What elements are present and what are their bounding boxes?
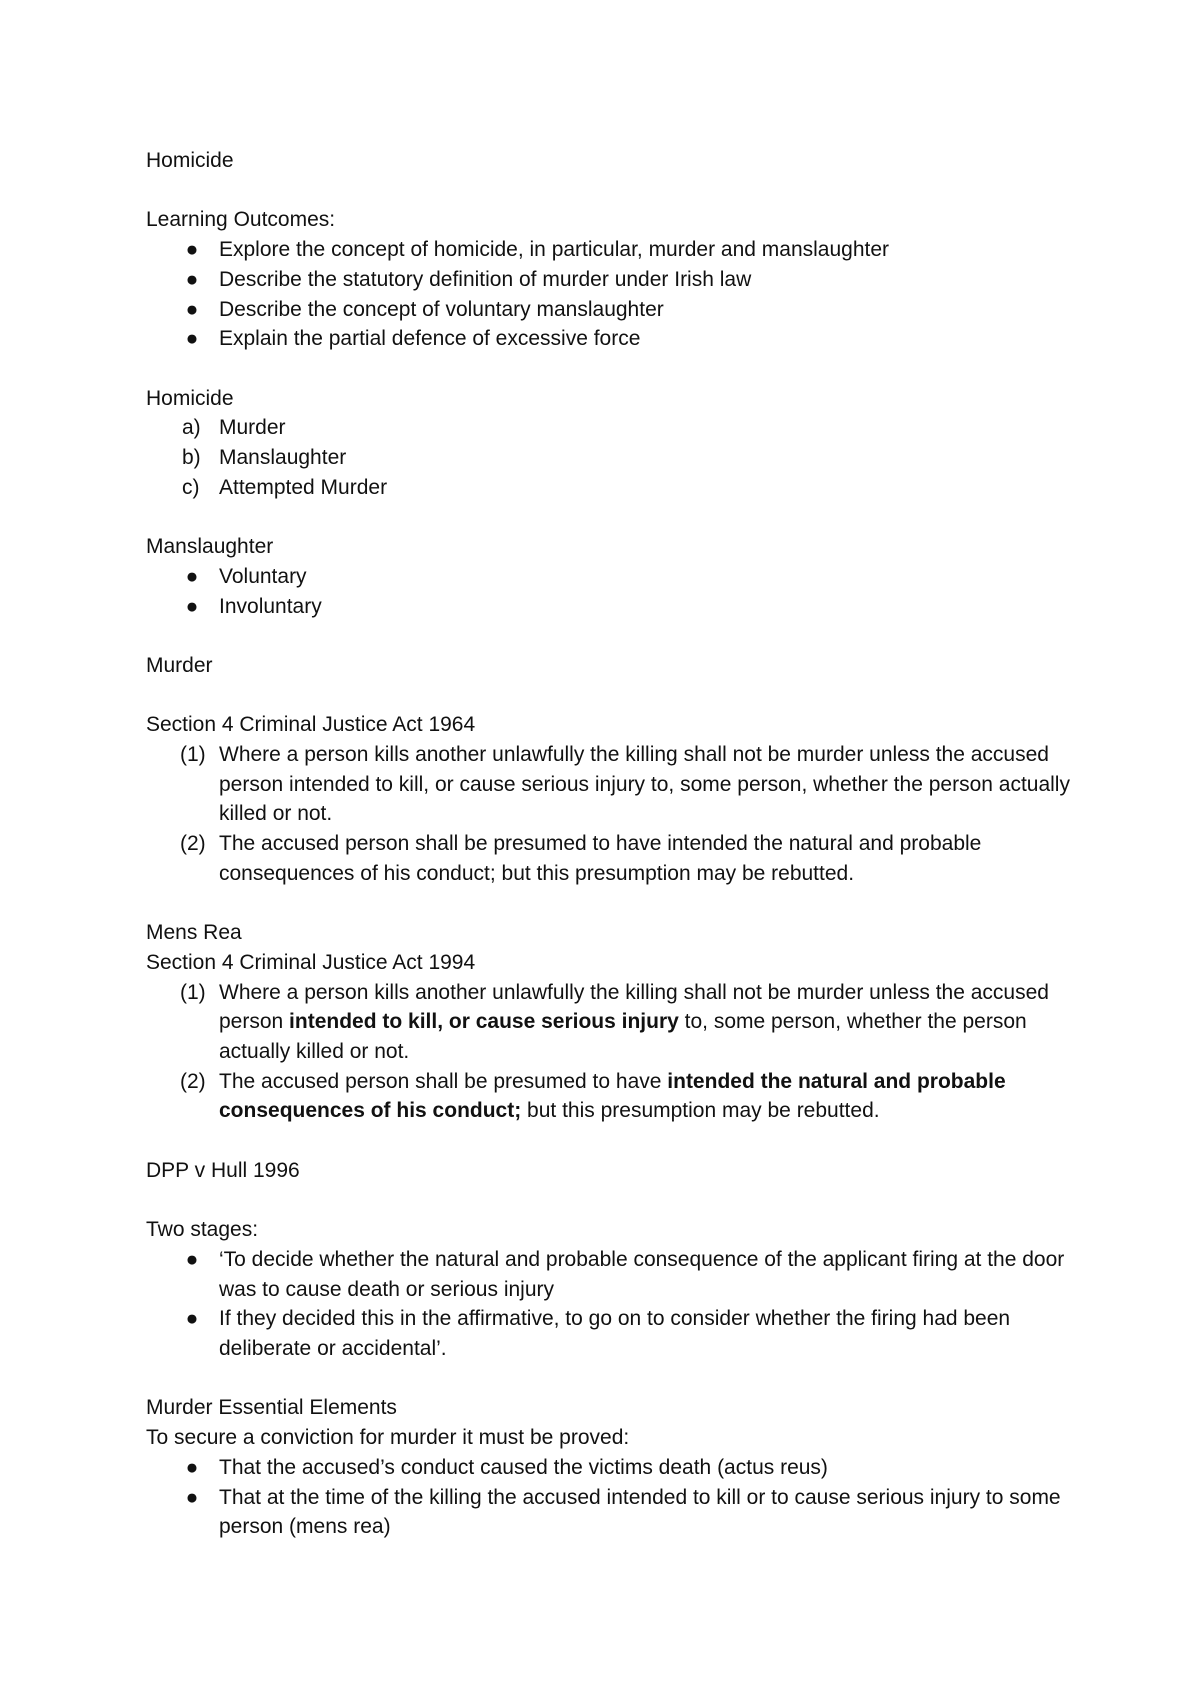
learning-outcomes-heading: Learning Outcomes: [146, 208, 336, 232]
bullet-icon: ● [185, 1307, 199, 1331]
learning-outcomes-list [146, 235, 1096, 354]
list-item: ● If they decided this in the affirmative, to go on to consider whether the firing had been deliberate or accidental’. [146, 1304, 1096, 1363]
bullet-icon: ● [185, 1455, 199, 1479]
list-item: (1) Where a person kills another unlawfully the killing shall not be murder unless the accused person intended to kill, or cause serious injury to, some person, whether the person actually killed or not. [146, 978, 1096, 1067]
list-item: a) Murder [146, 413, 1096, 443]
section-1964-heading: Section 4 Criminal Justice Act 1964 [146, 713, 476, 737]
list-marker: (2) [180, 1069, 206, 1093]
essential-elements-heading: Murder Essential Elements [146, 1396, 397, 1420]
essential-elements-intro: To secure a conviction for murder it must be proved: [146, 1426, 630, 1450]
emphasis-text: intended to kill, or cause serious injury [289, 1010, 679, 1034]
list-item: ● Describe the statutory definition of murder under Irish law [146, 265, 1096, 295]
list-item: ● Describe the concept of voluntary manslaughter [146, 295, 1096, 325]
bullet-icon: ● [185, 327, 199, 351]
mens-rea-list [146, 978, 1096, 1127]
essential-elements-list [146, 1453, 1096, 1542]
section-1994-heading: Section 4 Criminal Justice Act 1994 [146, 950, 476, 974]
list-item: ● That the accused’s conduct caused the victims death (actus reus) [146, 1453, 1096, 1483]
list-item: (1) Where a person kills another unlawfully the killing shall not be murder unless the accused person intended to kill, or cause serious injury to, some person, whether the person actually killed or not. [146, 740, 1096, 829]
list-item: ● Involuntary [146, 592, 1096, 622]
bullet-icon: ● [185, 297, 199, 321]
bullet-icon: ● [185, 238, 199, 262]
list-item: ● That at the time of the killing the accused intended to kill or to cause serious injury to some person (mens rea) [146, 1483, 1096, 1542]
list-marker: a) [182, 416, 201, 440]
bullet-icon: ● [185, 267, 199, 291]
list-marker: (1) [180, 980, 206, 1004]
bullet-icon: ● [185, 1485, 199, 1509]
two-stages-list [146, 1245, 1096, 1364]
bullet-icon: ● [185, 1247, 199, 1271]
list-item: (2) The accused person shall be presumed to have intended the natural and probable consequences of his conduct; but this presumption may be rebutted. [146, 829, 1096, 888]
section-1964-list [146, 740, 1096, 889]
bullet-icon: ● [185, 594, 199, 618]
list-item: ● Voluntary [146, 562, 1096, 592]
document-title: Homicide [146, 149, 234, 172]
mens-rea-heading: Mens Rea [146, 921, 242, 945]
list-marker: (1) [180, 742, 206, 766]
list-item: c) Attempted Murder [146, 473, 1096, 503]
list-marker: b) [182, 446, 201, 469]
case-citation: DPP v Hull 1996 [146, 1158, 300, 1182]
two-stages-heading: Two stages: [146, 1218, 259, 1242]
list-marker: c) [182, 475, 200, 499]
list-item: ● Explain the partial defence of excessive force [146, 324, 1096, 354]
homicide-types-heading: Homicide [146, 386, 234, 410]
manslaughter-list [146, 562, 1096, 621]
bullet-icon: ● [185, 564, 199, 588]
document-page [146, 146, 1096, 1542]
list-item: b) Manslaughter [146, 443, 1096, 473]
list-marker: (2) [180, 832, 206, 856]
list-item: ● ‘To decide whether the natural and probable consequence of the applicant firing at the door was to cause death or serious injury [146, 1245, 1096, 1304]
manslaughter-heading: Manslaughter [146, 535, 274, 559]
list-item: (2) The accused person shall be presumed to have intended the natural and probable consequences of his conduct; but this presumption may be rebutted. [146, 1067, 1096, 1126]
list-item: ● Explore the concept of homicide, in particular, murder and manslaughter [146, 235, 1096, 265]
homicide-types-list [146, 413, 1096, 502]
emphasis-text: intended the natural and probable consequences of his conduct; [219, 1069, 1006, 1123]
murder-heading: Murder [146, 653, 213, 677]
